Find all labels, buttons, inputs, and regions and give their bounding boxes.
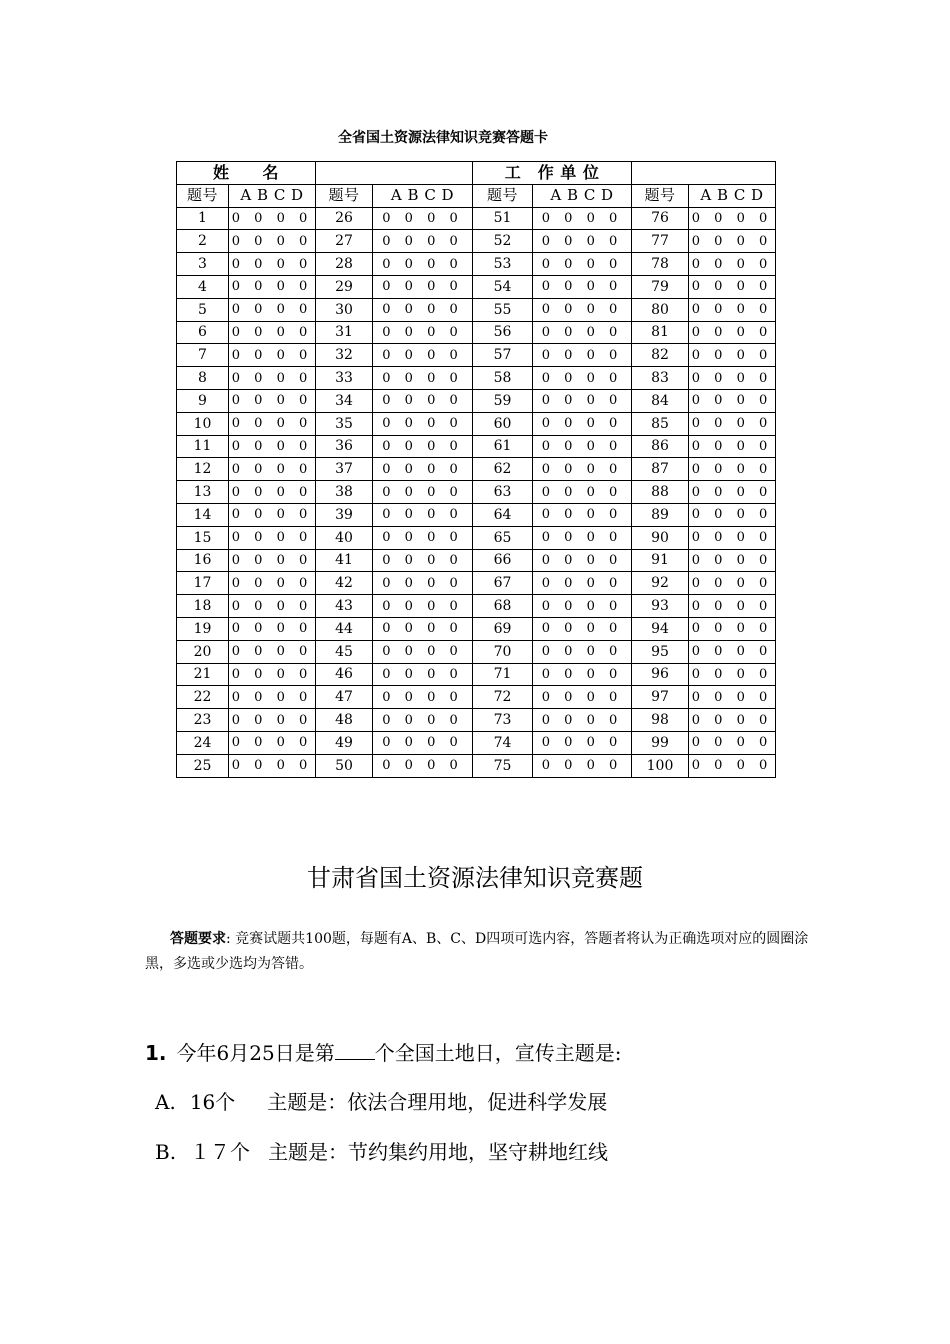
answer-row [177, 503, 776, 526]
question-number-cell: 60 [473, 412, 533, 435]
answer-row [177, 481, 776, 504]
answer-row [177, 549, 776, 572]
answer-bubbles[interactable]: 0 0 0 0 [689, 549, 776, 572]
question-number-cell: 33 [316, 367, 373, 390]
answer-bubbles[interactable]: 0 0 0 0 [533, 412, 632, 435]
answer-bubbles[interactable]: 0 0 0 0 [229, 412, 316, 435]
answer-bubbles[interactable]: 0 0 0 0 [689, 230, 776, 253]
answer-bubbles[interactable]: 0 0 0 0 [533, 344, 632, 367]
answer-row [177, 458, 776, 481]
answer-bubbles[interactable]: 0 0 0 0 [373, 595, 473, 618]
answer-row [177, 754, 776, 777]
question-number-cell: 49 [316, 731, 373, 754]
question-number-cell: 86 [632, 435, 689, 458]
question-number-cell: 78 [632, 253, 689, 276]
answer-bubbles[interactable]: 0 0 0 0 [689, 595, 776, 618]
option-letter: A. [155, 1090, 176, 1114]
answer-bubbles[interactable]: 0 0 0 0 [533, 640, 632, 663]
question-number-cell: 14 [177, 503, 229, 526]
answer-bubbles[interactable]: 0 0 0 0 [533, 572, 632, 595]
question-number-cell: 94 [632, 617, 689, 640]
answer-bubbles[interactable]: 0 0 0 0 [373, 709, 473, 732]
answer-bubbles[interactable]: 0 0 0 0 [373, 321, 473, 344]
question-number-cell: 63 [473, 481, 533, 504]
question-number-cell: 69 [473, 617, 533, 640]
answer-row [177, 412, 776, 435]
answer-requirements [145, 927, 810, 977]
question-number-cell: 65 [473, 526, 533, 549]
answer-bubbles[interactable]: 0 0 0 0 [373, 731, 473, 754]
question-number-cell: 23 [177, 709, 229, 732]
question-number-cell: 4 [177, 275, 229, 298]
answer-bubbles[interactable]: 0 0 0 0 [533, 617, 632, 640]
answer-bubbles[interactable]: 0 0 0 0 [533, 253, 632, 276]
question-number: 1. [145, 1041, 167, 1065]
question-number-cell: 85 [632, 412, 689, 435]
question-number-cell: 52 [473, 230, 533, 253]
answer-bubbles[interactable]: 0 0 0 0 [533, 389, 632, 412]
option-letter: B. [155, 1140, 177, 1164]
answer-bubbles[interactable]: 0 0 0 0 [689, 686, 776, 709]
answer-bubbles[interactable]: 0 0 0 0 [229, 298, 316, 321]
question-number-cell: 64 [473, 503, 533, 526]
answer-bubbles[interactable]: 0 0 0 0 [533, 230, 632, 253]
question-number-cell: 56 [473, 321, 533, 344]
answer-bubbles[interactable]: 0 0 0 0 [533, 595, 632, 618]
answer-bubbles[interactable]: 0 0 0 0 [229, 526, 316, 549]
question-number-cell: 84 [632, 389, 689, 412]
answer-bubbles[interactable]: 0 0 0 0 [373, 754, 473, 777]
answer-bubbles[interactable]: 0 0 0 0 [689, 298, 776, 321]
answer-bubbles[interactable]: 0 0 0 0 [689, 617, 776, 640]
question-number-cell: 36 [316, 435, 373, 458]
answer-bubbles[interactable]: 0 0 0 0 [229, 253, 316, 276]
question-number-cell: 8 [177, 367, 229, 390]
question-number-cell: 55 [473, 298, 533, 321]
answer-bubbles[interactable]: 0 0 0 0 [373, 572, 473, 595]
question-number-cell: 38 [316, 481, 373, 504]
answer-row [177, 663, 776, 686]
answer-bubbles[interactable]: 0 0 0 0 [533, 321, 632, 344]
col-header-options: A B C D [373, 184, 473, 207]
answer-bubbles[interactable]: 0 0 0 0 [229, 709, 316, 732]
document-title: 甘肃省国土资源法律知识竞赛题 [307, 864, 643, 892]
answer-bubbles[interactable]: 0 0 0 0 [229, 367, 316, 390]
answer-bubbles[interactable]: 0 0 0 0 [373, 617, 473, 640]
answer-bubbles[interactable]: 0 0 0 0 [689, 731, 776, 754]
question-number-cell: 71 [473, 663, 533, 686]
answer-bubbles[interactable]: 0 0 0 0 [689, 344, 776, 367]
answer-row [177, 207, 776, 230]
requirements-text: : 竞赛试题共100题，每题有A、B、C、D四项可选内容，答题者将认为正确选项对应的圆圈涂黑，多选或少选均为答错。 [145, 931, 809, 972]
answer-bubbles[interactable]: 0 0 0 0 [373, 412, 473, 435]
answer-bubbles[interactable]: 0 0 0 0 [373, 344, 473, 367]
name-label-cell [177, 162, 316, 185]
question-number-cell: 75 [473, 754, 533, 777]
answer-bubbles[interactable]: 0 0 0 0 [533, 754, 632, 777]
option-a[interactable] [155, 1086, 621, 1115]
question-number-cell: 50 [316, 754, 373, 777]
answer-bubbles[interactable]: 0 0 0 0 [689, 412, 776, 435]
answer-bubbles[interactable]: 0 0 0 0 [533, 481, 632, 504]
answer-bubbles[interactable]: 0 0 0 0 [689, 367, 776, 390]
question-number-cell: 53 [473, 253, 533, 276]
question-number-cell: 12 [177, 458, 229, 481]
question-number-cell: 48 [316, 709, 373, 732]
question-number-cell: 79 [632, 275, 689, 298]
answer-row [177, 275, 776, 298]
question-number-cell: 15 [177, 526, 229, 549]
question-number-cell: 54 [473, 275, 533, 298]
answer-bubbles[interactable]: 0 0 0 0 [229, 754, 316, 777]
question-text-before: 今年6月25日是第 [176, 1041, 335, 1065]
question-number-cell: 37 [316, 458, 373, 481]
answer-row [177, 686, 776, 709]
answer-bubbles[interactable]: 0 0 0 0 [689, 321, 776, 344]
question-number-cell: 28 [316, 253, 373, 276]
answer-bubbles[interactable]: 0 0 0 0 [689, 389, 776, 412]
question-number-cell: 3 [177, 253, 229, 276]
answer-bubbles[interactable]: 0 0 0 0 [689, 663, 776, 686]
answer-bubbles[interactable]: 0 0 0 0 [373, 435, 473, 458]
answer-bubbles[interactable]: 0 0 0 0 [373, 640, 473, 663]
question-number-cell: 41 [316, 549, 373, 572]
answer-bubbles[interactable]: 0 0 0 0 [373, 367, 473, 390]
answer-bubbles[interactable]: 0 0 0 0 [689, 526, 776, 549]
answer-bubbles[interactable]: 0 0 0 0 [533, 709, 632, 732]
answer-bubbles[interactable]: 0 0 0 0 [229, 207, 316, 230]
col-header-number: 题号 [473, 184, 533, 207]
question-number-cell: 2 [177, 230, 229, 253]
question-number-cell: 88 [632, 481, 689, 504]
answer-bubbles[interactable]: 0 0 0 0 [533, 686, 632, 709]
answer-row [177, 526, 776, 549]
answer-row [177, 709, 776, 732]
question-number-cell: 99 [632, 731, 689, 754]
question-text-after: 个全国土地日，宣传主题是: [374, 1041, 622, 1065]
answer-bubbles[interactable]: 0 0 0 0 [373, 207, 473, 230]
answer-bubbles[interactable]: 0 0 0 0 [689, 503, 776, 526]
question-number-cell: 92 [632, 572, 689, 595]
requirements-label: 答题要求 [170, 931, 226, 947]
answer-row [177, 572, 776, 595]
answer-bubbles[interactable]: 0 0 0 0 [689, 275, 776, 298]
col-header-options: A B C D [533, 184, 632, 207]
question-number-cell: 9 [177, 389, 229, 412]
answer-row [177, 298, 776, 321]
question-number-cell: 97 [632, 686, 689, 709]
answer-row [177, 640, 776, 663]
question-number-cell: 58 [473, 367, 533, 390]
answer-bubbles[interactable]: 0 0 0 0 [689, 754, 776, 777]
question-number-cell: 93 [632, 595, 689, 618]
question-number-cell: 96 [632, 663, 689, 686]
answer-bubbles[interactable]: 0 0 0 0 [533, 526, 632, 549]
unit-field[interactable] [632, 162, 776, 185]
answer-bubbles[interactable]: 0 0 0 0 [373, 230, 473, 253]
question-number-cell: 76 [632, 207, 689, 230]
answer-bubbles[interactable]: 0 0 0 0 [229, 549, 316, 572]
answer-bubbles[interactable]: 0 0 0 0 [689, 435, 776, 458]
question-number-cell: 31 [316, 321, 373, 344]
question-number-cell: 32 [316, 344, 373, 367]
question-number-cell: 70 [473, 640, 533, 663]
question-number-cell: 51 [473, 207, 533, 230]
answer-bubbles[interactable]: 0 0 0 0 [373, 481, 473, 504]
answer-bubbles[interactable]: 0 0 0 0 [229, 595, 316, 618]
question-number-cell: 42 [316, 572, 373, 595]
question-number-cell: 29 [316, 275, 373, 298]
answer-row [177, 253, 776, 276]
unit-label-cell [473, 162, 632, 185]
question-number-cell: 72 [473, 686, 533, 709]
question-number-cell: 67 [473, 572, 533, 595]
question-number-cell: 100 [632, 754, 689, 777]
name-label: 姓 名 [213, 162, 280, 182]
answer-bubbles[interactable]: 0 0 0 0 [533, 503, 632, 526]
answer-bubbles[interactable]: 0 0 0 0 [533, 458, 632, 481]
answer-bubbles[interactable]: 0 0 0 0 [689, 640, 776, 663]
answer-bubbles[interactable]: 0 0 0 0 [533, 663, 632, 686]
answer-row [177, 344, 776, 367]
option-b[interactable] [155, 1136, 622, 1165]
answer-bubbles[interactable]: 0 0 0 0 [229, 275, 316, 298]
question-number-cell: 91 [632, 549, 689, 572]
question-number-cell: 35 [316, 412, 373, 435]
question-number-cell: 90 [632, 526, 689, 549]
question-number-cell: 6 [177, 321, 229, 344]
col-header-options: A B C D [689, 184, 776, 207]
answer-row [177, 435, 776, 458]
answer-bubbles[interactable]: 0 0 0 0 [689, 572, 776, 595]
answer-bubbles[interactable]: 0 0 0 0 [229, 458, 316, 481]
answer-bubbles[interactable]: 0 0 0 0 [229, 572, 316, 595]
question-number-cell: 61 [473, 435, 533, 458]
question-1 [145, 1037, 621, 1066]
question-number-cell: 21 [177, 663, 229, 686]
answer-bubbles[interactable]: 0 0 0 0 [229, 481, 316, 504]
answer-bubbles[interactable]: 0 0 0 0 [373, 389, 473, 412]
question-number-cell: 74 [473, 731, 533, 754]
question-number-cell: 44 [316, 617, 373, 640]
question-number-cell: 11 [177, 435, 229, 458]
question-number-cell: 87 [632, 458, 689, 481]
question-number-cell: 45 [316, 640, 373, 663]
question-number-cell: 16 [177, 549, 229, 572]
question-number-cell: 47 [316, 686, 373, 709]
column-header-row [177, 184, 776, 207]
question-number-cell: 30 [316, 298, 373, 321]
question-number-cell: 1 [177, 207, 229, 230]
question-number-cell: 26 [316, 207, 373, 230]
question-number-cell: 98 [632, 709, 689, 732]
answer-bubbles[interactable]: 0 0 0 0 [229, 435, 316, 458]
answer-bubbles[interactable]: 0 0 0 0 [533, 435, 632, 458]
answer-bubbles[interactable]: 0 0 0 0 [373, 458, 473, 481]
answer-bubbles[interactable]: 0 0 0 0 [533, 367, 632, 390]
answer-bubbles[interactable]: 0 0 0 0 [229, 321, 316, 344]
answer-card-table [176, 161, 776, 778]
answer-bubbles[interactable]: 0 0 0 0 [229, 344, 316, 367]
question-number-cell: 46 [316, 663, 373, 686]
question-number-cell: 80 [632, 298, 689, 321]
answer-bubbles[interactable]: 0 0 0 0 [373, 549, 473, 572]
question-number-cell: 82 [632, 344, 689, 367]
question-number-cell: 83 [632, 367, 689, 390]
question-number-cell: 34 [316, 389, 373, 412]
col-header-number: 题号 [316, 184, 373, 207]
question-number-cell: 5 [177, 298, 229, 321]
answer-bubbles[interactable]: 0 0 0 0 [229, 640, 316, 663]
option-theme: 主题是：节约集约用地，坚守耕地红线 [268, 1140, 609, 1164]
answer-bubbles[interactable]: 0 0 0 0 [229, 230, 316, 253]
answer-bubbles[interactable]: 0 0 0 0 [373, 526, 473, 549]
unit-label: 工 作 单 位 [504, 162, 600, 182]
answer-bubbles[interactable]: 0 0 0 0 [373, 253, 473, 276]
question-number-cell: 95 [632, 640, 689, 663]
answer-bubbles[interactable]: 0 0 0 0 [533, 549, 632, 572]
card-header-row [177, 162, 776, 185]
answer-bubbles[interactable]: 0 0 0 0 [373, 298, 473, 321]
col-header-options: A B C D [229, 184, 316, 207]
answer-bubbles[interactable]: 0 0 0 0 [533, 298, 632, 321]
answer-row [177, 321, 776, 344]
question-number-cell: 68 [473, 595, 533, 618]
question-number-cell: 81 [632, 321, 689, 344]
question-number-cell: 19 [177, 617, 229, 640]
answer-bubbles[interactable]: 0 0 0 0 [533, 731, 632, 754]
answer-bubbles[interactable]: 0 0 0 0 [689, 207, 776, 230]
question-number-cell: 17 [177, 572, 229, 595]
answer-row [177, 367, 776, 390]
question-number-cell: 40 [316, 526, 373, 549]
answer-bubbles[interactable]: 0 0 0 0 [533, 275, 632, 298]
answer-bubbles[interactable]: 0 0 0 0 [689, 253, 776, 276]
question-number-cell: 27 [316, 230, 373, 253]
question-number-cell: 57 [473, 344, 533, 367]
answer-bubbles[interactable]: 0 0 0 0 [373, 503, 473, 526]
col-header-number: 题号 [177, 184, 229, 207]
answer-row [177, 389, 776, 412]
question-number-cell: 66 [473, 549, 533, 572]
answer-bubbles[interactable]: 0 0 0 0 [689, 481, 776, 504]
answer-row [177, 731, 776, 754]
option-count: 16个 [189, 1090, 236, 1114]
question-number-cell: 20 [177, 640, 229, 663]
answer-bubbles[interactable]: 0 0 0 0 [229, 686, 316, 709]
answer-bubbles[interactable]: 0 0 0 0 [229, 731, 316, 754]
question-blank [335, 1041, 375, 1060]
question-number-cell: 77 [632, 230, 689, 253]
question-number-cell: 7 [177, 344, 229, 367]
answer-bubbles[interactable]: 0 0 0 0 [373, 275, 473, 298]
question-number-cell: 59 [473, 389, 533, 412]
question-number-cell: 89 [632, 503, 689, 526]
answer-bubbles[interactable]: 0 0 0 0 [533, 207, 632, 230]
answer-row [177, 617, 776, 640]
answer-bubbles[interactable]: 0 0 0 0 [689, 458, 776, 481]
col-header-number: 题号 [632, 184, 689, 207]
question-number-cell: 73 [473, 709, 533, 732]
answer-bubbles[interactable]: 0 0 0 0 [229, 503, 316, 526]
question-number-cell: 13 [177, 481, 229, 504]
question-number-cell: 62 [473, 458, 533, 481]
answer-row [177, 595, 776, 618]
answer-row [177, 230, 776, 253]
question-number-cell: 18 [177, 595, 229, 618]
name-field[interactable] [316, 162, 473, 185]
option-theme: 主题是：依法合理用地，促进科学发展 [267, 1090, 608, 1114]
answer-bubbles[interactable]: 0 0 0 0 [229, 617, 316, 640]
option-count: １７个 [190, 1140, 251, 1164]
question-number-cell: 25 [177, 754, 229, 777]
question-number-cell: 22 [177, 686, 229, 709]
question-number-cell: 39 [316, 503, 373, 526]
question-number-cell: 24 [177, 731, 229, 754]
answer-card-title: 全省国土资源法律知识竞赛答题卡 [338, 130, 548, 146]
answer-bubbles[interactable]: 0 0 0 0 [689, 709, 776, 732]
answer-bubbles[interactable]: 0 0 0 0 [229, 389, 316, 412]
question-number-cell: 43 [316, 595, 373, 618]
answer-bubbles[interactable]: 0 0 0 0 [373, 663, 473, 686]
answer-bubbles[interactable]: 0 0 0 0 [229, 663, 316, 686]
answer-bubbles[interactable]: 0 0 0 0 [373, 686, 473, 709]
question-number-cell: 10 [177, 412, 229, 435]
